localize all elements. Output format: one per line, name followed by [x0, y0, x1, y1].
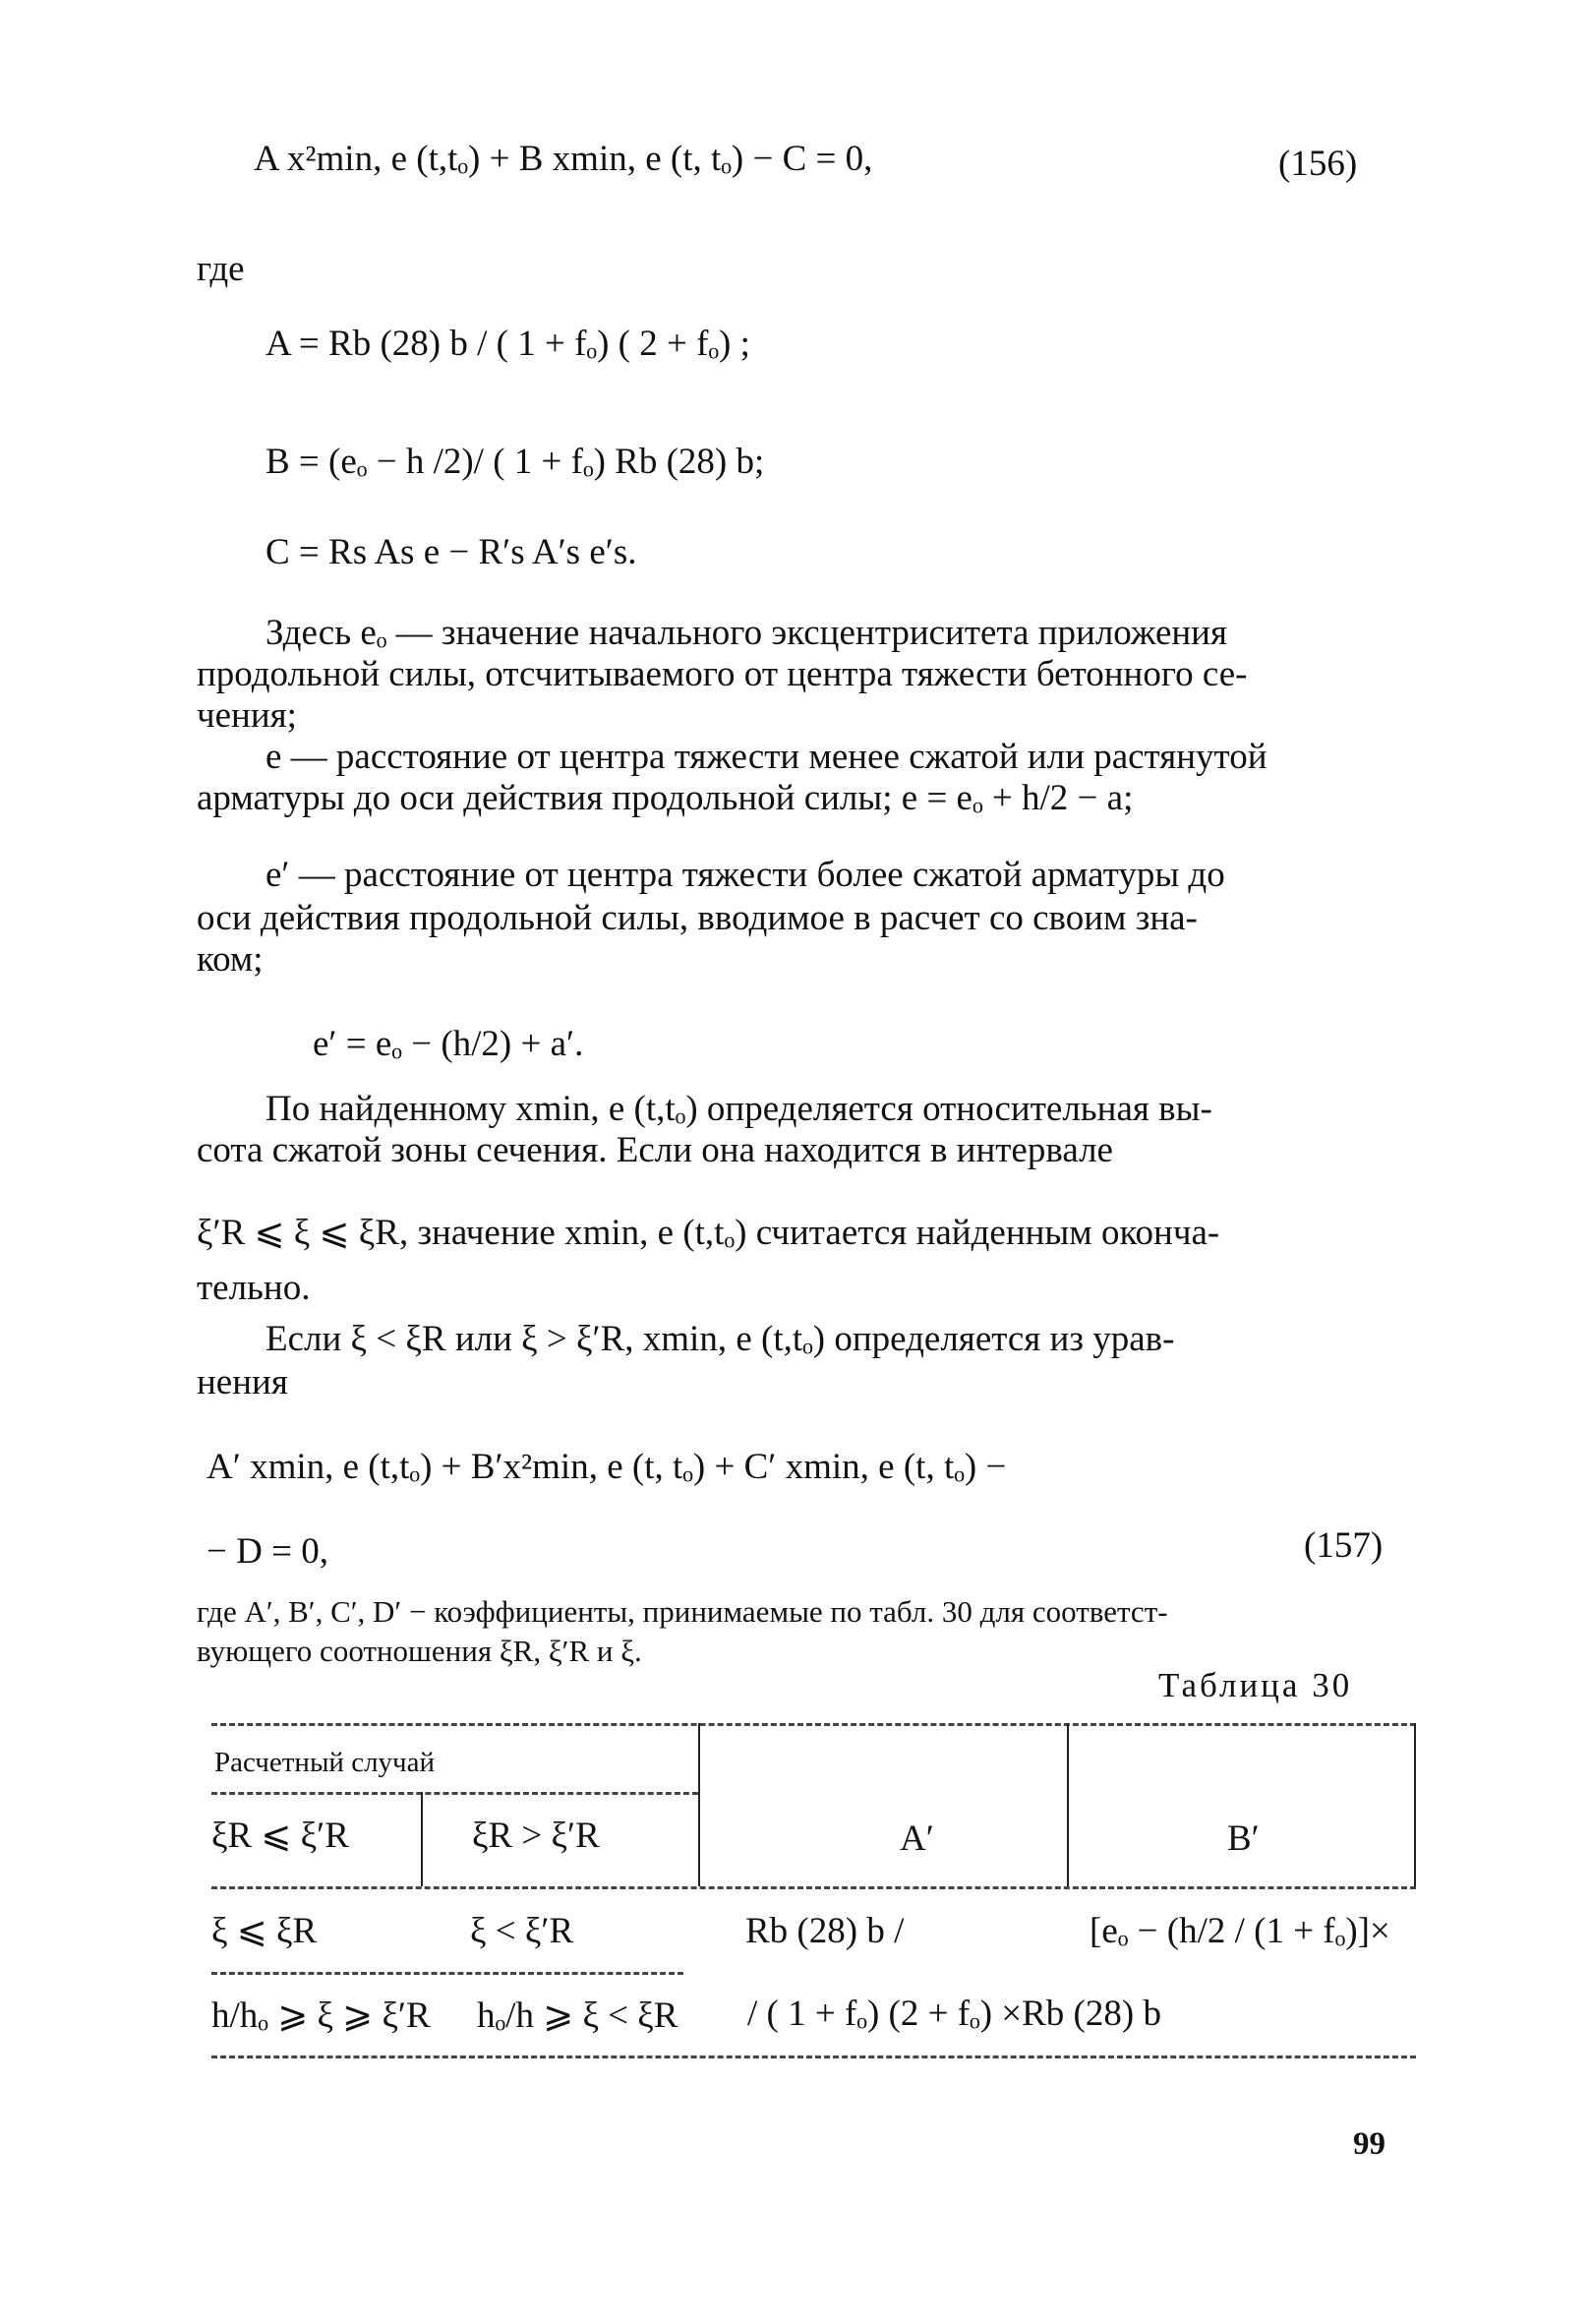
- paragraph-found-line2: сота сжатой зоны сечения. Если она находится в интервале: [197, 1130, 1113, 1170]
- paragraph-else-line1: Если ξ < ξR или ξ > ξ′R, xmin, e (t,tₒ) определяется из урав-: [265, 1319, 1175, 1359]
- table-rule-bottom: [211, 2056, 1416, 2058]
- equation-B-definition: B = (eₒ − h /2)/ ( 1 + fₒ) Rb (28) b;: [265, 442, 765, 482]
- table-row1-A: Rb (28) b /: [745, 1911, 905, 1951]
- table-vrule-1: [421, 1792, 423, 1886]
- table-row2-A: / ( 1 + fₒ) (2 + fₒ) ×Rb (28) b: [747, 1994, 1161, 2034]
- paragraph-eprime-line1: e′ — расстояние от центра тяжести более сжатой арматуры до: [265, 855, 1225, 895]
- table-header-A: A′: [900, 1818, 934, 1859]
- table-row1-case1: ξ ⩽ ξR: [211, 1911, 318, 1951]
- coefficients-note-line2: вующего соотношения ξR, ξ′R и ξ.: [197, 1634, 642, 1668]
- table-header-case: Расчетный случай: [214, 1747, 436, 1778]
- table-subheader-2: ξR > ξ′R: [472, 1816, 600, 1856]
- table-header-B: B′: [1227, 1818, 1260, 1859]
- table-row1-B: [eₒ − (h/2 / (1 + fₒ)]×: [1090, 1911, 1390, 1951]
- table-row1-case2: ξ < ξ′R: [470, 1911, 574, 1951]
- paragraph-else-line2: нения: [197, 1362, 288, 1402]
- paragraph-e0-line2: продольной силы, отсчитываемого от центра тяжести бетонного се-: [197, 654, 1248, 694]
- table-vrule-4: [1414, 1723, 1416, 1886]
- paragraph-e-line2: арматуры до оси действия продольной силы; e = eₒ + h/2 − a;: [197, 778, 1134, 818]
- paragraph-eprime-line3: ком;: [197, 939, 264, 980]
- coefficients-note-line1: где A′, B′, C′, D′ − коэффициенты, принимаемые по табл. 30 для соответст-: [197, 1594, 1168, 1629]
- paragraph-eprime-line2: оси действия продольной силы, вводимое в расчет со своим зна-: [197, 898, 1198, 938]
- table-rule-row1: [211, 1972, 683, 1975]
- page-number: 99: [1353, 2126, 1385, 2162]
- where-label: где: [197, 249, 245, 289]
- table-row2-case1: h/hₒ ⩾ ξ ⩾ ξ′R: [211, 1996, 431, 2036]
- table-caption: Таблица 30: [1158, 1666, 1353, 1704]
- equation-C-definition: C = Rs As e − R′s A′s e′s.: [265, 532, 637, 572]
- table-rule-top: [211, 1723, 1416, 1726]
- equation-157-line1: A′ xmin, e (t,tₒ) + B′x²min, e (t, tₒ) + C′ xmin, e (t, tₒ) −: [206, 1447, 1007, 1487]
- paragraph-found-line1: По найденному xmin, e (t,tₒ) определяется относительная вы-: [265, 1089, 1212, 1129]
- table-subheader-1: ξR ⩽ ξ′R: [211, 1816, 349, 1856]
- equation-156: A x²min, e (t,tₒ) + B xmin, e (t, tₒ) − C = 0,: [254, 139, 873, 179]
- paragraph-e-line1: е — расстояние от центра тяжести менее сжатой или растянутой: [265, 737, 1267, 777]
- table-vrule-3: [1067, 1723, 1069, 1886]
- equation-157-number: (157): [1304, 1525, 1384, 1566]
- table-vrule-2: [698, 1723, 700, 1886]
- equation-156-number: (156): [1278, 144, 1358, 184]
- paragraph-e0-line3: чения;: [197, 695, 297, 736]
- equation-157-line2: − D = 0,: [206, 1531, 328, 1572]
- table-rule-subheader: [211, 1792, 698, 1795]
- equation-eprime: e′ = eₒ − (h/2) + a′.: [313, 1024, 584, 1064]
- paragraph-interval-line2: тельно.: [197, 1268, 311, 1308]
- table-row2-case2: hₒ/h ⩾ ξ < ξR: [477, 1996, 678, 2036]
- equation-A-definition: A = Rb (28) b / ( 1 + fₒ) ( 2 + fₒ) ;: [265, 324, 750, 364]
- table-rule-header-bottom: [211, 1886, 1416, 1889]
- paragraph-interval-line1: ξ′R ⩽ ξ ⩽ ξR, значение xmin, e (t,tₒ) считается найденным оконча-: [197, 1213, 1220, 1253]
- paragraph-e0-line1: Здесь eₒ — значение начального эксцентриситета приложения: [265, 613, 1227, 653]
